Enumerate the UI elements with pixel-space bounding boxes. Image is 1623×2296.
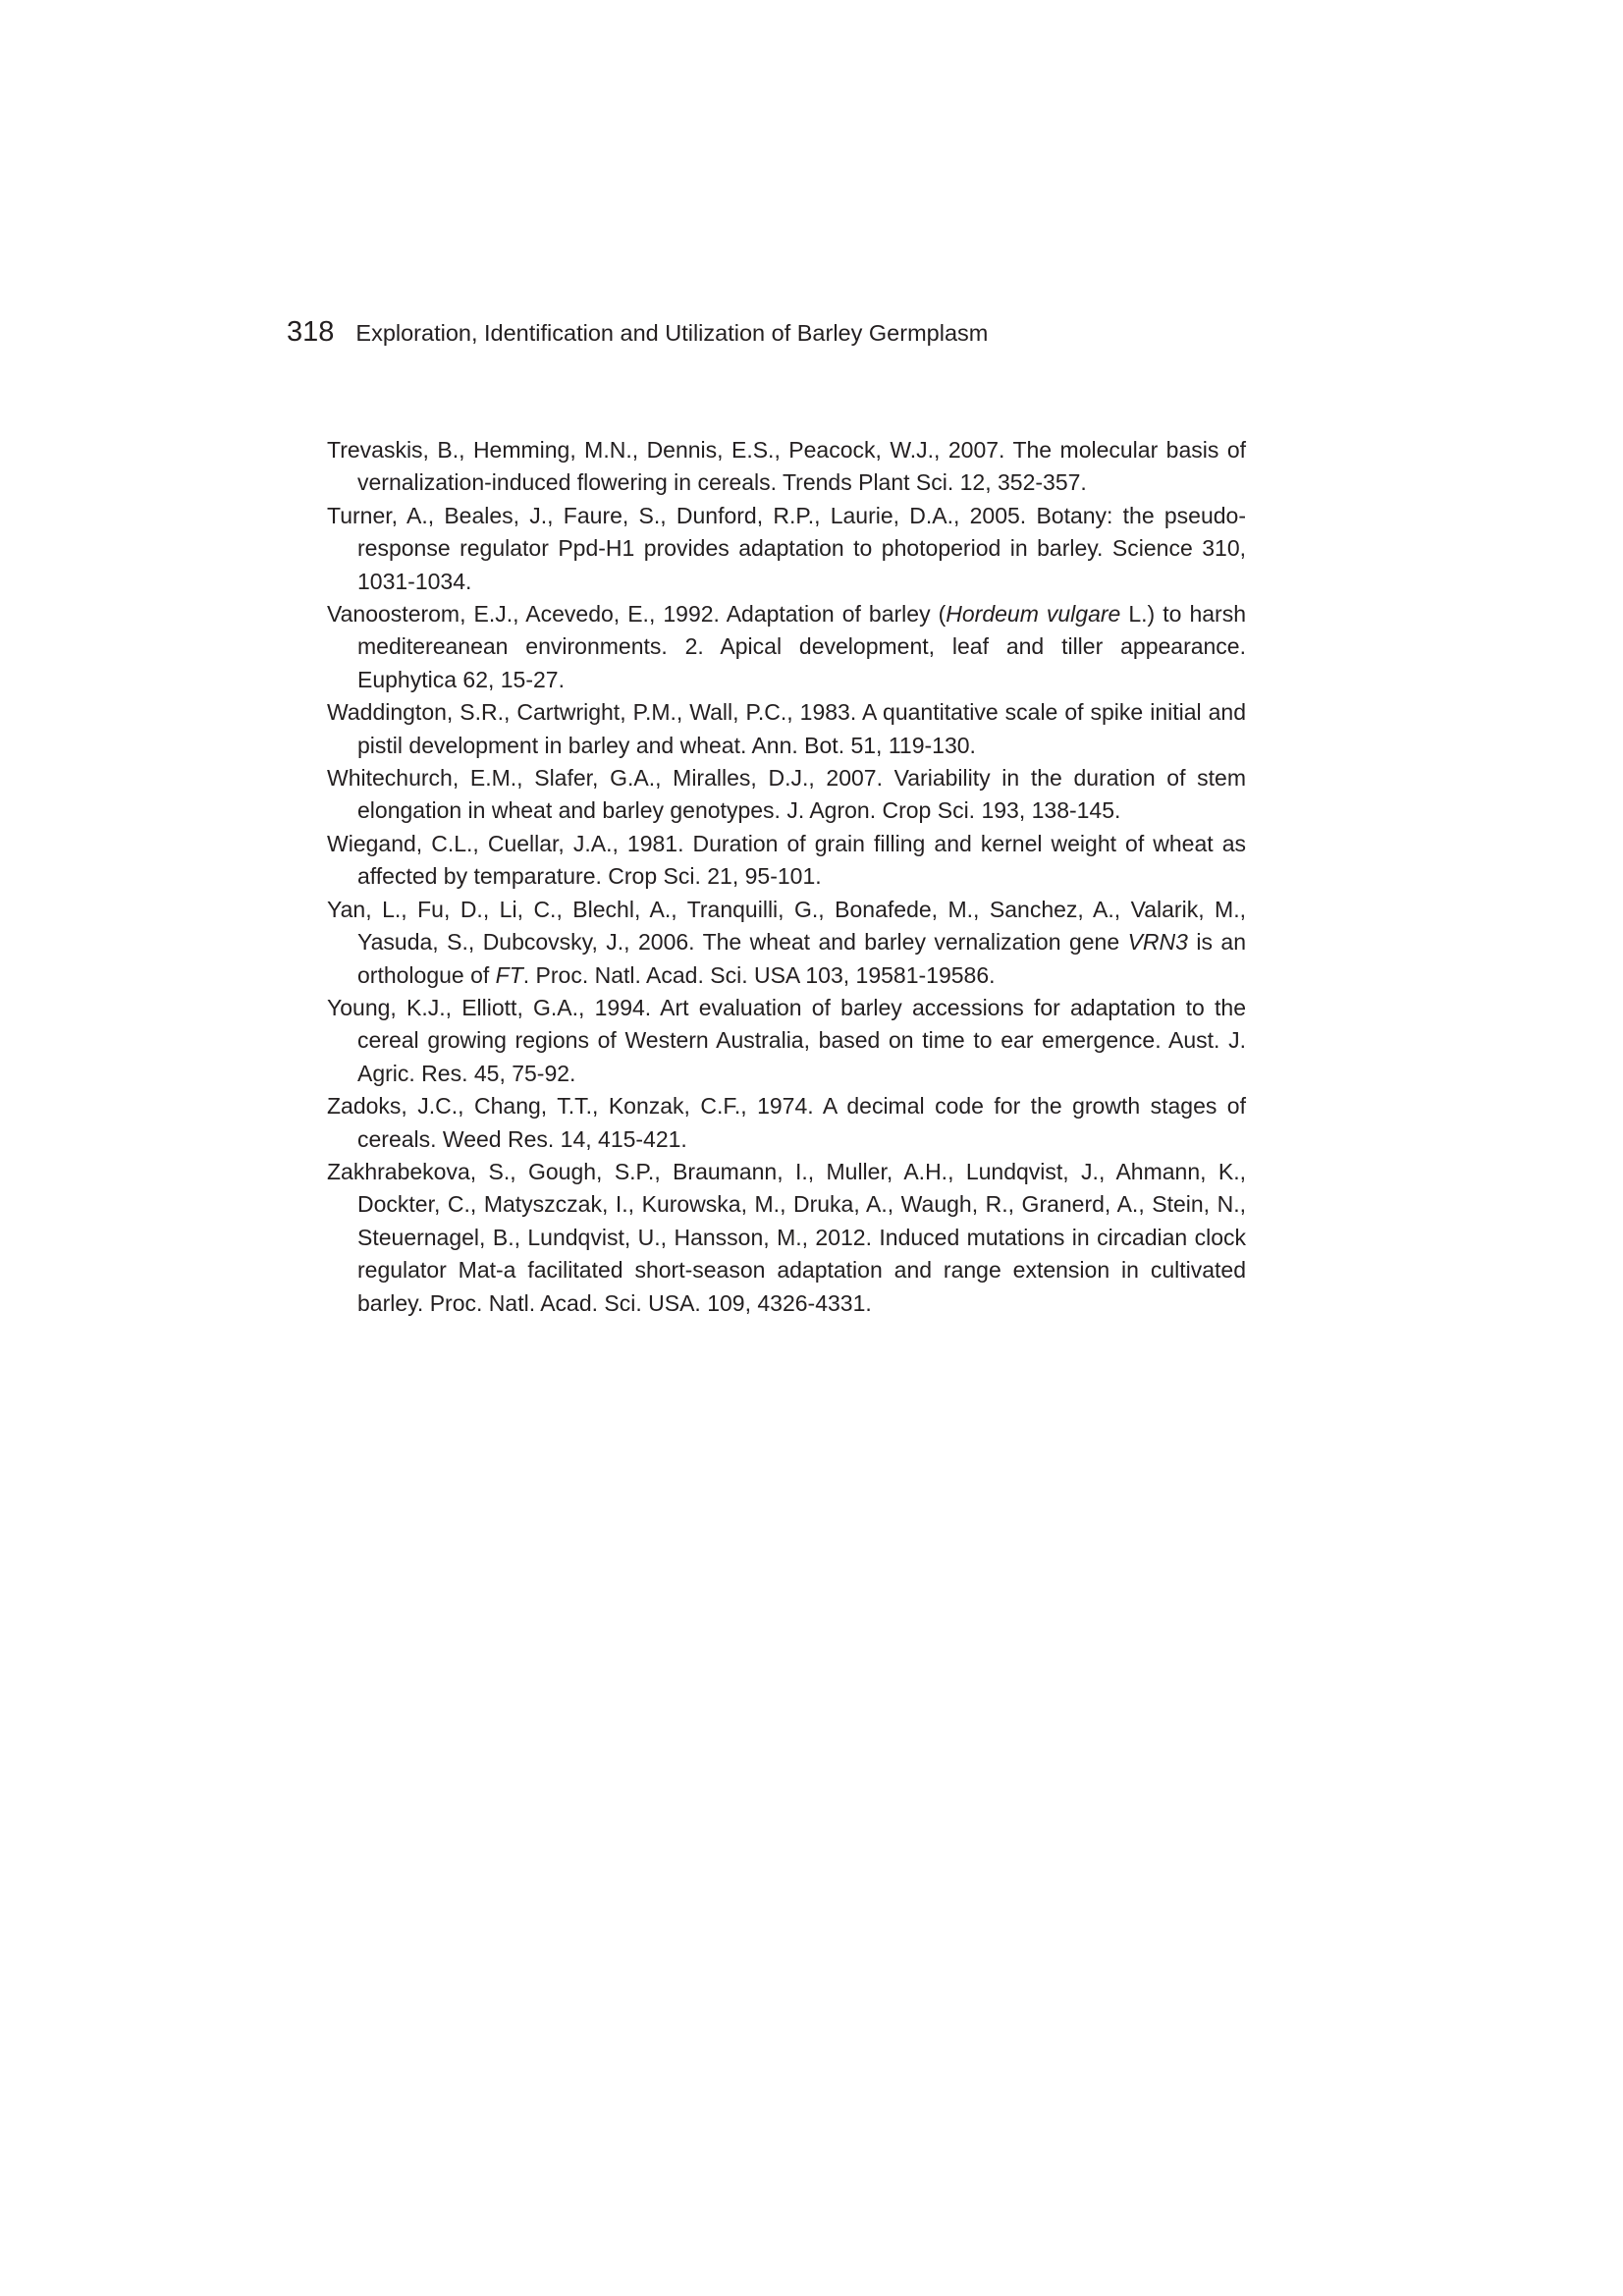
species-name: Hordeum vulgare bbox=[946, 601, 1121, 628]
book-title: Exploration, Identification and Utilization of Barley Germplasm bbox=[355, 320, 989, 346]
reference-entry: Young, K.J., Elliott, G.A., 1994. Art evaluation of barley accessions for adaptation to the cereal growing regions of Western Australia, based on time to ear emergence. Aust. J. Agric. Res. 45, 75-92. bbox=[327, 994, 1246, 1086]
page-number: 318 bbox=[287, 316, 335, 348]
reference-entry: Zakhrabekova, S., Gough, S.P., Braumann, I., Muller, A.H., Lundqvist, J., Ahmann, K., Dockter, C., Matyszczak, I., Kurowska, M., Druka, A., Waugh, R., Granerd, A., Stein, N., Steuernagel, B., Lundqvist, U., Hansson, M., 2012. Induced mutations in circadian clock regulator Mat-a facilitated short-season adaptation and range extension in cultivated barley. Proc. Natl. Acad. Sci. USA. 109, 4326-4331. bbox=[327, 1158, 1246, 1316]
gene-name: VRN3 bbox=[1127, 929, 1188, 956]
gene-name: FT bbox=[495, 961, 523, 988]
reference-entry: Wiegand, C.L., Cuellar, J.A., 1981. Duration of grain filling and kernel weight of wheat as affected by temparature. Crop Sci. 21, 95-101. bbox=[327, 830, 1246, 890]
reference-text: Yan, L., Fu, D., Li, C., Blechl, A., Tranquilli, G., Bonafede, M., Sanchez, A., Valarik, M., Yasuda, S., Dubcovsky, J., 2006. The wheat and barley vernalization gene bbox=[327, 896, 1246, 956]
reference-entry: Waddington, S.R., Cartwright, P.M., Wall, P.C., 1983. A quantitative scale of spike initial and pistil development in barley and wheat. Ann. Bot. 51, 119-130. bbox=[327, 699, 1246, 758]
reference-entry bbox=[327, 894, 1246, 992]
reference-entry: Turner, A., Beales, J., Faure, S., Dunford, R.P., Laurie, D.A., 2005. Botany: the pseudo-response regulator Ppd-H1 provides adaptation to photoperiod in barley. Science 310, 1031-1034. bbox=[327, 502, 1246, 594]
running-head bbox=[287, 316, 988, 349]
reference-list bbox=[327, 434, 1246, 1320]
reference-entry: Trevaskis, B., Hemming, M.N., Dennis, E.S., Peacock, W.J., 2007. The molecular basis of vernalization-induced flowering in cereals. Trends Plant Sci. 12, 352-357. bbox=[327, 437, 1246, 496]
reference-text: is an orthologue of bbox=[357, 929, 1246, 988]
reference-text: . Proc. Natl. Acad. Sci. USA 103, 19581-19586. bbox=[522, 961, 996, 988]
reference-entry: Whitechurch, E.M., Slafer, G.A., Miralles, D.J., 2007. Variability in the duration of stem elongation in wheat and barley genotypes. J. Agron. Crop Sci. 193, 138-145. bbox=[327, 765, 1246, 824]
reference-text: Vanoosterom, E.J., Acevedo, E., 1992. Adaptation of barley ( bbox=[327, 601, 947, 628]
reference-entry: Zadoks, J.C., Chang, T.T., Konzak, C.F., 1974. A decimal code for the growth stages of cereals. Weed Res. 14, 415-421. bbox=[327, 1093, 1246, 1152]
reference-entry bbox=[327, 598, 1246, 696]
reference-text: L.) to harsh meditereanean environments. 2. Apical development, leaf and tiller appearance. Euphytica 62, 15-27. bbox=[357, 601, 1247, 692]
